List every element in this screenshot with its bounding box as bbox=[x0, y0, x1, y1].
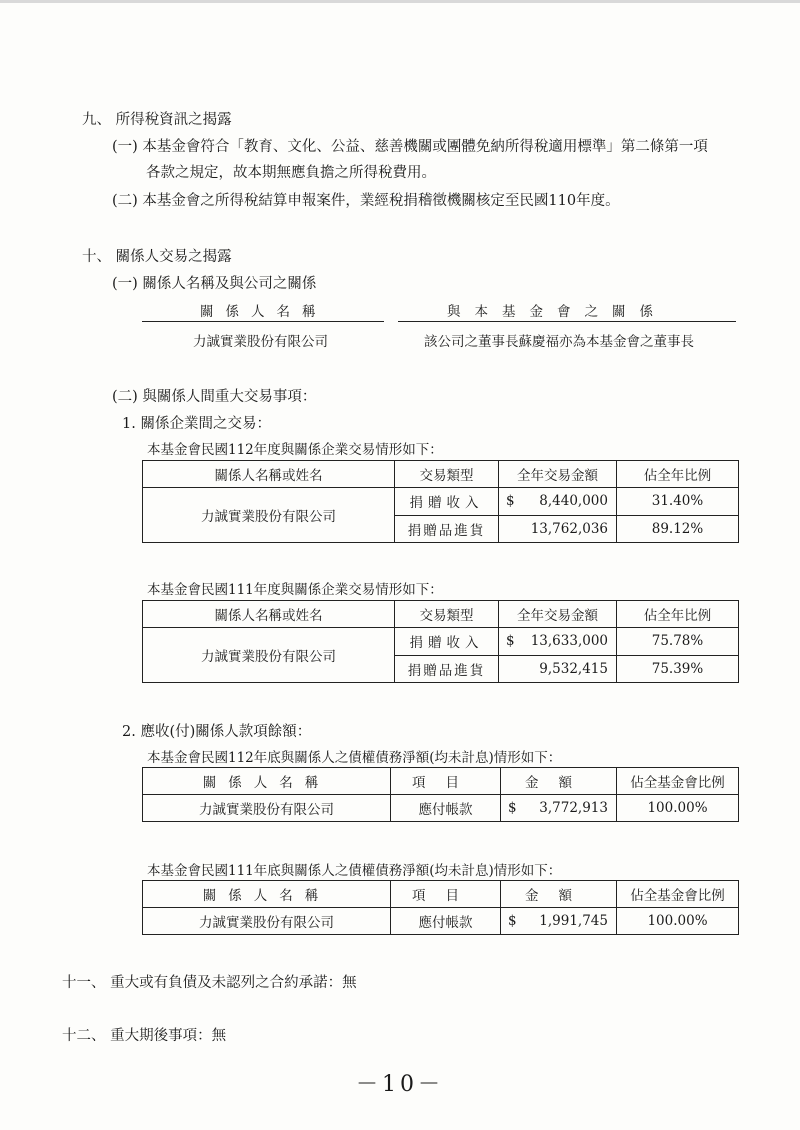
party-name: 力誠實業股份有限公司 bbox=[143, 908, 391, 935]
relation-header-relation: 與本基金會之關係 bbox=[447, 304, 667, 320]
table-row bbox=[143, 488, 739, 516]
party-name: 力誠實業股份有限公司 bbox=[143, 628, 395, 683]
amount-value: 13,633,000 bbox=[530, 633, 608, 650]
header-amount: 金額 bbox=[501, 768, 617, 795]
balance-ratio: 100.00% bbox=[617, 908, 739, 935]
section-11: 十一、 重大或有負債及未認列之合約承諾：無 bbox=[62, 975, 357, 991]
table-row bbox=[143, 628, 739, 656]
party-name: 力誠實業股份有限公司 bbox=[143, 488, 395, 543]
header-amount: 全年交易金額 bbox=[499, 601, 617, 628]
amount-value: 9,532,415 bbox=[539, 660, 608, 677]
header-item: 項目 bbox=[391, 881, 501, 908]
header-ratio: 佔全年比例 bbox=[617, 461, 739, 488]
currency-symbol: $ bbox=[506, 493, 515, 510]
header-party: 關係人名稱或姓名 bbox=[143, 461, 395, 488]
table-header-row bbox=[143, 601, 739, 628]
relation-description: 該公司之董事長蘇慶福亦為本基金會之董事長 bbox=[424, 334, 694, 350]
amount-value: 13,762,036 bbox=[530, 520, 608, 537]
subsection-2-title: 2. 應收(付)關係人款項餘額： bbox=[122, 724, 312, 740]
trade-ratio: 31.40% bbox=[617, 488, 739, 516]
trade-amount bbox=[499, 515, 617, 543]
header-item: 項目 bbox=[391, 768, 501, 795]
balance-table-111-caption: 本基金會民國111年底與關係人之債權債務淨額(均未計息)情形如下： bbox=[147, 863, 562, 879]
relation-header-underline-left bbox=[142, 321, 384, 322]
page-number: －10－ bbox=[356, 1072, 444, 1097]
amount-value: 1,991,745 bbox=[539, 913, 608, 929]
header-party: 關係人名稱 bbox=[143, 768, 391, 795]
section-10-title: 十、 關係人交易之揭露 bbox=[82, 249, 232, 265]
trade-amount bbox=[499, 628, 617, 656]
header-amount: 全年交易金額 bbox=[499, 461, 617, 488]
scan-edge bbox=[0, 0, 800, 3]
header-type: 交易類型 bbox=[395, 461, 499, 488]
header-ratio: 佔全年比例 bbox=[617, 601, 739, 628]
trade-type: 捐贈收入 bbox=[395, 488, 499, 516]
section-9-item-2: (二) 本基金會之所得稅結算申報案件，業經稅捐稽徵機關核定至民國110年度。 bbox=[112, 193, 620, 209]
trade-amount bbox=[499, 655, 617, 683]
section-12: 十二、 重大期後事項：無 bbox=[62, 1028, 227, 1044]
trade-table-112-caption: 本基金會民國112年度與關係企業交易情形如下： bbox=[147, 442, 443, 458]
trade-ratio: 89.12% bbox=[617, 515, 739, 543]
trade-table-111-caption: 本基金會民國111年度與關係企業交易情形如下： bbox=[147, 582, 443, 598]
table-header-row bbox=[143, 461, 739, 488]
amount-value: 3,772,913 bbox=[539, 800, 608, 816]
party-name: 力誠實業股份有限公司 bbox=[143, 795, 391, 822]
section-9-title: 九、 所得稅資訊之揭露 bbox=[82, 112, 232, 128]
table-row bbox=[143, 908, 739, 935]
trade-amount bbox=[499, 488, 617, 516]
relation-header-name: 關係人名稱 bbox=[200, 304, 328, 320]
trade-table-111 bbox=[142, 600, 739, 683]
section-9-item-1-line-2: 各款之規定，故本期無應負擔之所得稅費用。 bbox=[146, 165, 436, 181]
trade-ratio: 75.39% bbox=[617, 655, 739, 683]
currency-symbol: $ bbox=[506, 633, 515, 650]
header-ratio: 佔全基金會比例 bbox=[617, 881, 739, 908]
header-party: 關係人名稱 bbox=[143, 881, 391, 908]
section-9-item-1-line-1: (一) 本基金會符合「教育、文化、公益、慈善機關或團體免納所得稅適用標準」第二條第一項 bbox=[112, 139, 708, 155]
balance-amount bbox=[501, 795, 617, 822]
trade-type: 捐贈收入 bbox=[395, 628, 499, 656]
trade-type: 捐贈品進貨 bbox=[395, 655, 499, 683]
currency-symbol: $ bbox=[508, 913, 517, 929]
relation-party-name: 力誠實業股份有限公司 bbox=[193, 334, 328, 350]
trade-table-112 bbox=[142, 460, 739, 543]
currency-symbol: $ bbox=[508, 800, 517, 816]
header-party: 關係人名稱或姓名 bbox=[143, 601, 395, 628]
table-header-row bbox=[143, 881, 739, 908]
trade-ratio: 75.78% bbox=[617, 628, 739, 656]
balance-table-112-caption: 本基金會民國112年底與關係人之債權債務淨額(均未計息)情形如下： bbox=[147, 750, 562, 766]
header-amount: 金額 bbox=[501, 881, 617, 908]
amount-value: 8,440,000 bbox=[539, 493, 608, 510]
balance-amount bbox=[501, 908, 617, 935]
subsection-1-title: 1. 關係企業間之交易： bbox=[122, 416, 271, 432]
balance-item: 應付帳款 bbox=[391, 795, 501, 822]
balance-table-112 bbox=[142, 767, 739, 822]
balance-ratio: 100.00% bbox=[617, 795, 739, 822]
balance-item: 應付帳款 bbox=[391, 908, 501, 935]
table-header-row bbox=[143, 768, 739, 795]
balance-table-111 bbox=[142, 880, 739, 935]
table-row bbox=[143, 795, 739, 822]
section-10-sub-2: (二) 與關係人間重大交易事項： bbox=[112, 389, 317, 405]
relation-header-underline-right bbox=[398, 321, 736, 322]
trade-type: 捐贈品進貨 bbox=[395, 515, 499, 543]
section-10-sub-1: (一) 關係人名稱及與公司之關係 bbox=[112, 276, 317, 292]
header-ratio: 佔全基金會比例 bbox=[617, 768, 739, 795]
header-type: 交易類型 bbox=[395, 601, 499, 628]
